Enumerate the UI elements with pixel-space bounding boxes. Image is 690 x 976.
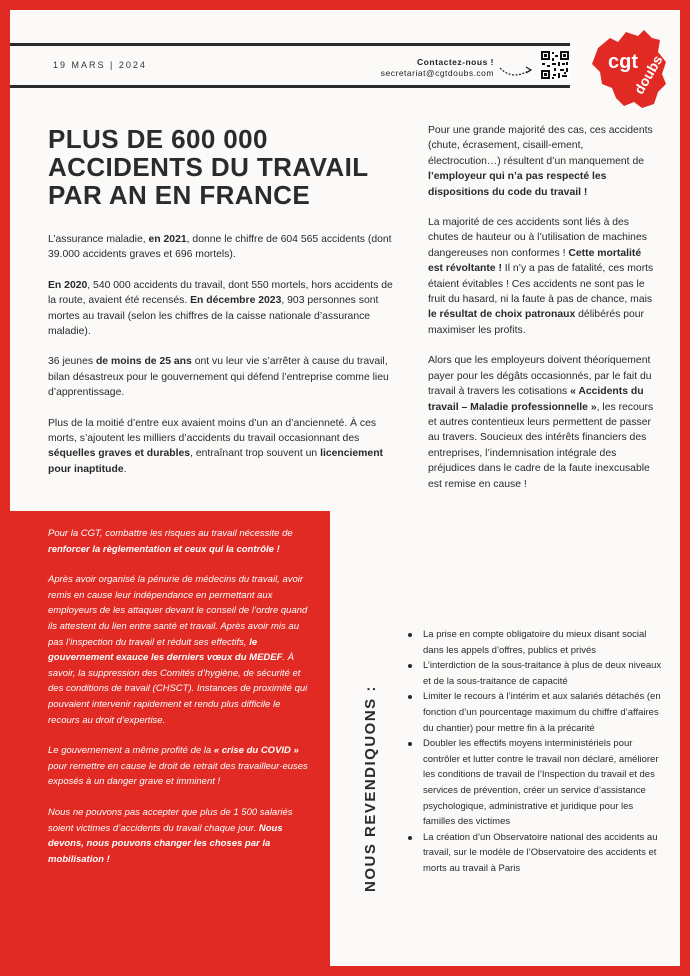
bullet-icon bbox=[408, 633, 412, 637]
paragraph: En 2020, 540 000 accidents du travail, dont 550 mortels, hors accidents de la route, avaient été recensés. En décembre 2023, 903 personnes sont mortes au travail (selon les chiffres de la caisse nationale d’assurance maladie). bbox=[48, 279, 393, 338]
cgt-doubs-logo bbox=[588, 26, 670, 112]
qr-code-icon[interactable] bbox=[540, 50, 570, 80]
bullet-icon bbox=[408, 836, 412, 840]
bullet-icon bbox=[408, 664, 412, 668]
curved-arrow-icon bbox=[498, 62, 534, 78]
paragraph: Nous ne pouvons pas accepter que plus de 1 500 salariés soient victimes d’accidents du travail chaque jour. Nous devons, nous pouvons changer les choses par la mobilisation ! bbox=[48, 806, 293, 865]
bullet-icon bbox=[408, 742, 412, 746]
header-rule-bottom bbox=[10, 85, 570, 88]
flyer-page bbox=[10, 10, 680, 966]
paragraph: Alors que les employeurs doivent théoriquement payer pour les dégâts occasionnés, par le fait du travail à travers les cotisations « Accidents du travail – Maladie professionnelle », les recours et autres contentieux leurs permettent de passer au travers. Soucieux des intérêts financiers des entreprises, l’indemnisation intégrale des préjudices dans le cadre de la faute inexcusable est remise en cause ! bbox=[428, 355, 654, 490]
list-item: L’interdiction de la sous-traitance à plus de deux niveaux et de la sous-traitance de capacité bbox=[406, 658, 664, 689]
paragraph: Le gouvernement a même profité de la « crise du COVID » pour remettre en cause le droit de retrait des travailleur·euses exposés à un danger grave et imminent ! bbox=[48, 745, 308, 788]
paragraph: Pour la CGT, combattre les risques au travail nécessite de renforcer la règlementation et ceux qui la contrôle ! bbox=[48, 528, 293, 555]
paragraph: Pour une grande majorité des cas, ces accidents (chute, écrasement, cisaill-ement, électrocution…) résultent d’un manquement de l’employeur qui n’a pas respecté les dispositions du code du travail ! bbox=[428, 125, 653, 198]
paragraph: La majorité de ces accidents sont liés à des chutes de hauteur ou à l’utilisation de machines dangereuses non conformes ! Cette mortalité est révoltante ! Il n’y a pas de fatalité, ces morts étaient évitables ! Ces accidents ne sont pas le fruit du hasard, ni la faute à pas de chance, mais le résultat de choix patronaux délibérés pour maximiser les profits. bbox=[428, 217, 654, 336]
demands-heading: NOUS REVENDIQUONS : bbox=[362, 685, 379, 892]
demands-list bbox=[406, 627, 664, 877]
date: 19 MARS | 2024 bbox=[53, 60, 147, 70]
right-column bbox=[428, 123, 658, 507]
list-item: Limiter le recours à l’intérim et aux salariés détachés (en fonction d’un pourcentage maximum du chiffre d’affaires du chantier) pour mettre fin à la précarité bbox=[406, 689, 664, 736]
contact-title: Contactez-nous ! bbox=[417, 57, 494, 67]
logo-cgt-text: cgt bbox=[608, 51, 638, 73]
logo-doubs-text: doubs bbox=[630, 52, 666, 97]
left-column bbox=[48, 232, 398, 492]
paragraph: L’assurance maladie, en 2021, donne le chiffre de 604 565 accidents (dont 39.000 accidents graves et 696 mortels). bbox=[48, 234, 392, 261]
paragraph: 36 jeunes de moins de 25 ans ont vu leur vie s’arrêter à cause du travail, bilan désastreux pour le gouvernement qui défend l’entreprise comme lieu d’apprentissage. bbox=[48, 356, 389, 399]
list-item: Doubler les effectifs moyens interministériels pour contrôler et lutter contre le travail non déclaré, améliorer les conditions de travail de l’Inspection du travail et des services de prévention, créer un service d’assistance psychologique, administrative et juridique pour les familles des victimes bbox=[406, 736, 664, 830]
header-rule-top bbox=[10, 43, 570, 46]
red-panel-text bbox=[48, 526, 314, 882]
list-item: La création d’un Observatoire national des accidents au travail, sur le modèle de l’Observatoire des accidents et morts au travail à Paris bbox=[406, 830, 664, 877]
page-title: PLUS DE 600 000 ACCIDENTS DU TRAVAIL PAR AN EN FRANCE bbox=[48, 124, 368, 210]
list-item: La prise en compte obligatoire du mieux disant social dans les appels d’offres, publics et privés bbox=[406, 627, 664, 658]
contact-block bbox=[381, 57, 494, 79]
paragraph: Plus de la moitié d’entre eux avaient moins d’un an d’ancienneté. À ces morts, s’ajoutent les milliers d’accidents du travail occasionnant des séquelles graves et durables, entraînant trop souvent un licenciement pour inaptitude. bbox=[48, 417, 384, 475]
contact-email[interactable]: secretariat@cgtdoubs.com bbox=[380, 68, 494, 78]
paragraph: Après avoir organisé la pénurie de médecins du travail, avoir remis en cause leur indépendance en permettant aux employeurs de les attaquer devant le conseil de l’ordre quand ils attestent du lien entre santé et travail. Après avoir mis au pas l’inspection du travail et réduit ses effectifs, le gouvernement exauce les derniers vœux du MEDEF. À savoir, la suppression des Comités d’hygiène, de sécurité et des conditions de travail (CHSCT). Instances de proximité qui pouvaient intervenir rapidement et rendu plus difficile le recours au droit d’expertise. bbox=[48, 574, 308, 726]
bullet-icon bbox=[408, 695, 412, 699]
